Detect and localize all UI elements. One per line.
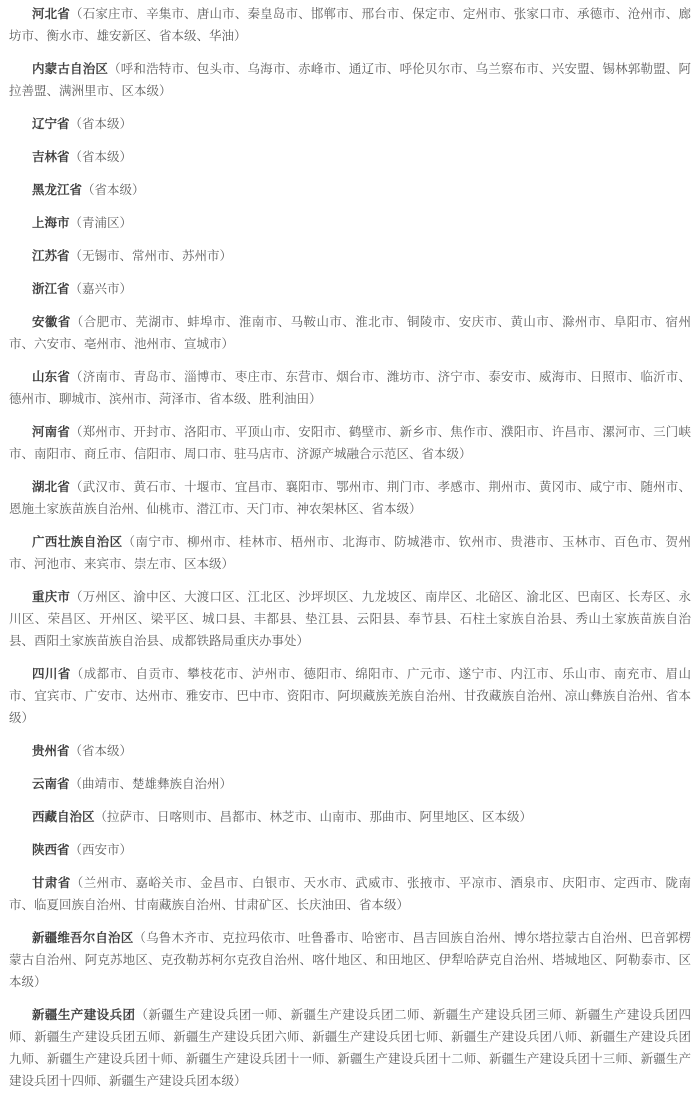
region-list: （嘉兴市） xyxy=(69,282,133,296)
region-list: （乌鲁木齐市、克拉玛依市、吐鲁番市、哈密市、昌吉回族自治州、博尔塔拉蒙古自治州、巴音郭楞蒙古自治州、阿克苏地区、克孜勒苏柯尔克孜自治州、喀什地区、和田地区、伊犁哈萨克自治州、塔城地区、阿勒泰市、区本级） xyxy=(9,931,691,989)
province-entry xyxy=(9,927,691,993)
region-list: （省本级） xyxy=(82,183,145,197)
region-list: （济南市、青岛市、淄博市、枣庄市、东营市、烟台市、潍坊市、济宁市、泰安市、威海市、日照市、临沂市、德州市、聊城市、滨州市、菏泽市、省本级、胜利油田） xyxy=(9,370,691,406)
province-entry xyxy=(9,3,691,47)
province-entry xyxy=(9,773,691,795)
province-name: 山东省 xyxy=(32,370,71,384)
region-list: （万州区、渝中区、大渡口区、江北区、沙坪坝区、九龙坡区、南岸区、北碚区、渝北区、巴南区、长寿区、永川区、荣昌区、开州区、梁平区、城口县、丰都县、垫江县、云阳县、奉节县、石柱土家族自治县、秀山土家族苗族自治县、酉阳土家族苗族自治县、成都铁路局重庆办事处） xyxy=(9,590,691,648)
province-name: 浙江省 xyxy=(32,282,70,296)
province-name: 新疆生产建设兵团 xyxy=(32,1008,136,1022)
province-name: 新疆维吾尔自治区 xyxy=(32,931,134,945)
region-list: （省本级） xyxy=(69,117,133,131)
province-entry xyxy=(9,1004,691,1092)
province-entry xyxy=(9,146,691,168)
province-name: 河北省 xyxy=(32,7,71,21)
region-list: （青浦区） xyxy=(69,216,133,230)
province-entry xyxy=(9,872,691,916)
province-name: 江苏省 xyxy=(32,249,70,263)
region-list: （成都市、自贡市、攀枝花市、泸州市、德阳市、绵阳市、广元市、遂宁市、内江市、乐山市、南充市、眉山市、宜宾市、广安市、达州市、雅安市、巴中市、资阳市、阿坝藏族羌族自治州、甘孜藏族自治州、凉山彝族自治州、省本级） xyxy=(9,667,691,725)
province-name: 云南省 xyxy=(32,777,70,791)
province-entry xyxy=(9,245,691,267)
province-entry xyxy=(9,366,691,410)
province-name: 吉林省 xyxy=(32,150,70,164)
province-name: 陕西省 xyxy=(32,843,70,857)
province-entry xyxy=(9,421,691,465)
province-name: 广西壮族自治区 xyxy=(32,535,123,549)
province-entry xyxy=(9,740,691,762)
province-list xyxy=(9,3,691,1092)
province-entry xyxy=(9,806,691,828)
region-list: （省本级） xyxy=(69,744,133,758)
region-list: （省本级） xyxy=(69,150,133,164)
province-name: 黑龙江省 xyxy=(32,183,83,197)
province-name: 安徽省 xyxy=(32,315,71,329)
province-entry xyxy=(9,663,691,729)
region-list: （拉萨市、日喀则市、昌都市、林芝市、山南市、那曲市、阿里地区、区本级） xyxy=(94,810,533,824)
province-name: 四川省 xyxy=(32,667,71,681)
province-name: 上海市 xyxy=(32,216,70,230)
region-list: （南宁市、柳州市、桂林市、梧州市、北海市、防城港市、钦州市、贵港市、玉林市、百色市、贺州市、河池市、来宾市、崇左市、区本级） xyxy=(9,535,691,571)
region-list: （合肥市、芜湖市、蚌埠市、淮南市、马鞍山市、淮北市、铜陵市、安庆市、黄山市、滁州市、阜阳市、宿州市、六安市、亳州市、池州市、宣城市） xyxy=(9,315,691,351)
region-list: （曲靖市、楚雄彝族自治州） xyxy=(69,777,233,791)
region-list: （无锡市、常州市、苏州市） xyxy=(69,249,233,263)
province-name: 重庆市 xyxy=(32,590,71,604)
province-entry xyxy=(9,311,691,355)
province-entry xyxy=(9,278,691,300)
province-entry xyxy=(9,476,691,520)
region-list: （石家庄市、辛集市、唐山市、秦皇岛市、邯郸市、邢台市、保定市、定州市、张家口市、承德市、沧州市、廊坊市、衡水市、雄安新区、省本级、华油） xyxy=(9,7,691,43)
province-entry xyxy=(9,212,691,234)
region-list: （呼和浩特市、包头市、乌海市、赤峰市、通辽市、呼伦贝尔市、乌兰察布市、兴安盟、锡林郭勒盟、阿拉善盟、满洲里市、区本级） xyxy=(9,62,691,98)
province-entry xyxy=(9,113,691,135)
province-name: 西藏自治区 xyxy=(32,810,95,824)
province-entry xyxy=(9,58,691,102)
region-list: （武汉市、黄石市、十堰市、宜昌市、襄阳市、鄂州市、荆门市、孝感市、荆州市、黄冈市、咸宁市、随州市、恩施土家族苗族自治州、仙桃市、潜江市、天门市、神农架林区、省本级） xyxy=(9,480,691,516)
province-entry xyxy=(9,179,691,201)
province-name: 甘肃省 xyxy=(32,876,71,890)
province-name: 辽宁省 xyxy=(32,117,70,131)
province-entry xyxy=(9,531,691,575)
province-entry xyxy=(9,586,691,652)
province-name: 贵州省 xyxy=(32,744,70,758)
province-name: 湖北省 xyxy=(32,480,71,494)
region-list: （郑州市、开封市、洛阳市、平顶山市、安阳市、鹤壁市、新乡市、焦作市、濮阳市、许昌市、漯河市、三门峡市、南阳市、商丘市、信阳市、周口市、驻马店市、济源产城融合示范区、省本级） xyxy=(9,425,691,461)
region-list: （西安市） xyxy=(69,843,133,857)
region-list: （兰州市、嘉峪关市、金昌市、白银市、天水市、武威市、张掖市、平凉市、酒泉市、庆阳市、定西市、陇南市、临夏回族自治州、甘南藏族自治州、甘肃矿区、长庆油田、省本级） xyxy=(9,876,691,912)
province-name: 河南省 xyxy=(32,425,71,439)
province-name: 内蒙古自治区 xyxy=(32,62,109,76)
province-entry xyxy=(9,839,691,861)
region-list: （新疆生产建设兵团一师、新疆生产建设兵团二师、新疆生产建设兵团三师、新疆生产建设兵团四师、新疆生产建设兵团五师、新疆生产建设兵团六师、新疆生产建设兵团七师、新疆生产建设兵团八师、新疆生产建设兵团九师、新疆生产建设兵团十师、新疆生产建设兵团十一师、新疆生产建设兵团十二师、新疆生产建设兵团十三师、新疆生产建设兵团十四师、新疆生产建设兵团本级） xyxy=(9,1008,691,1088)
